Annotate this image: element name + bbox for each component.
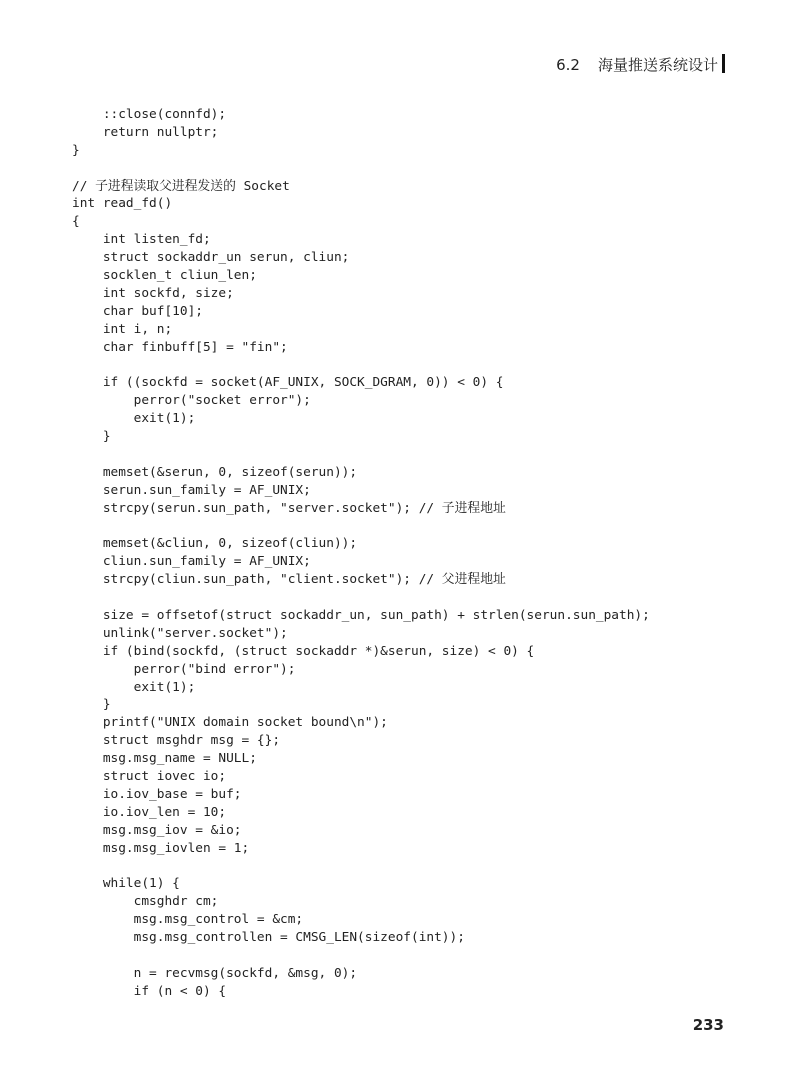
code-line: memset(&cliun, 0, sizeof(cliun)); (72, 536, 358, 552)
code-line: unlink("server.socket"); (72, 625, 288, 641)
code-line (72, 356, 650, 374)
code-line: strcpy(serun.sun_path, "server.socket"); // 子进程地址 (72, 500, 506, 516)
code-line: if (n < 0) { (72, 983, 227, 999)
code-line (72, 947, 650, 965)
code-line: return nullptr; (72, 124, 219, 140)
code-line (72, 446, 650, 464)
code-line: int i, n; (72, 321, 173, 337)
header-divider-bar (722, 54, 725, 73)
code-line: if ((sockfd = socket(AF_UNIX, SOCK_DGRAM, 0)) < 0) { (72, 375, 504, 391)
code-line: size = offsetof(struct sockaddr_un, sun_path) + strlen(serun.sun_path); (72, 607, 650, 623)
code-line: // 子进程读取父进程发送的 Socket (72, 178, 290, 194)
code-line: msg.msg_control = &cm; (72, 912, 304, 928)
code-listing (72, 106, 650, 1001)
code-line: char buf[10]; (72, 303, 203, 319)
code-line: int sockfd, size; (72, 285, 234, 301)
code-line: struct iovec io; (72, 768, 227, 784)
code-line: strcpy(cliun.sun_path, "client.socket"); // 父进程地址 (72, 572, 506, 588)
code-line: msg.msg_controllen = CMSG_LEN(sizeof(int)); (72, 929, 465, 945)
code-line: } (72, 697, 111, 713)
code-line: int read_fd() (72, 196, 173, 212)
code-line: while(1) { (72, 876, 180, 892)
page-header (556, 54, 718, 75)
code-line (72, 517, 650, 535)
code-line: io.iov_len = 10; (72, 804, 227, 820)
code-line: serun.sun_family = AF_UNIX; (72, 482, 311, 498)
code-line: cmsghdr cm; (72, 894, 219, 910)
code-line (72, 589, 650, 607)
code-line: struct sockaddr_un serun, cliun; (72, 250, 350, 266)
code-line: perror("socket error"); (72, 393, 311, 409)
code-line: } (72, 142, 80, 158)
code-line: exit(1); (72, 679, 196, 695)
code-line: struct msghdr msg = {}; (72, 733, 281, 749)
code-line: if (bind(sockfd, (struct sockaddr *)&serun, size) < 0) { (72, 643, 535, 659)
code-line (72, 857, 650, 875)
code-line: int listen_fd; (72, 232, 211, 248)
code-line: n = recvmsg(sockfd, &msg, 0); (72, 965, 358, 981)
code-line: memset(&serun, 0, sizeof(serun)); (72, 464, 358, 480)
code-line: cliun.sun_family = AF_UNIX; (72, 554, 311, 570)
code-line: io.iov_base = buf; (72, 786, 242, 802)
code-line: } (72, 429, 111, 445)
code-line: { (72, 214, 80, 230)
section-number: 6.2 (556, 55, 580, 74)
code-line: char finbuff[5] = "fin"; (72, 339, 288, 355)
page-number: 233 (692, 1016, 724, 1034)
section-title: 海量推送系统设计 (597, 56, 718, 74)
code-line: msg.msg_iovlen = 1; (72, 840, 250, 856)
code-line: socklen_t cliun_len; (72, 268, 257, 284)
code-line: printf("UNIX domain socket bound\n"); (72, 715, 388, 731)
code-line: perror("bind error"); (72, 661, 296, 677)
code-line: exit(1); (72, 411, 196, 427)
code-line: msg.msg_name = NULL; (72, 751, 257, 767)
code-line: ::close(connfd); (72, 107, 227, 122)
code-line (72, 160, 650, 178)
code-line: msg.msg_iov = &io; (72, 822, 242, 838)
